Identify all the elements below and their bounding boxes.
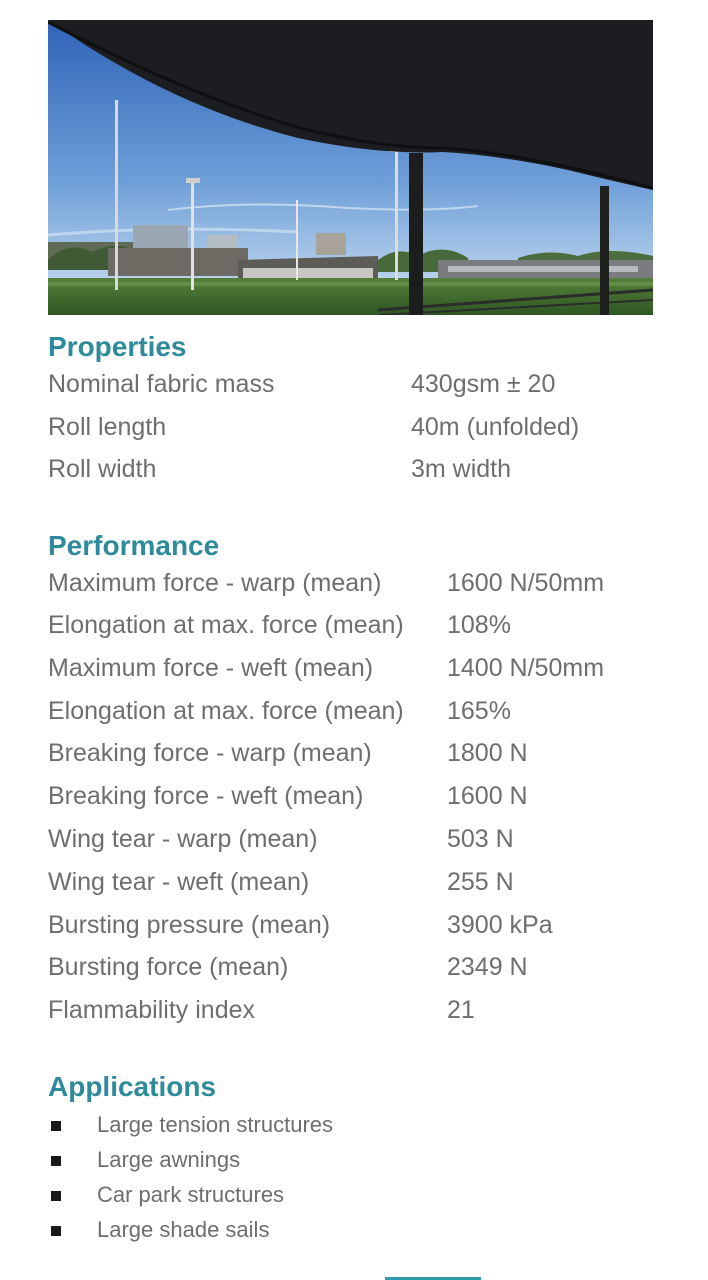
performance-value: 1600 N [447, 782, 528, 810]
square-bullet-icon [51, 1121, 61, 1131]
performance-value: 108% [447, 611, 511, 639]
square-bullet-icon [51, 1156, 61, 1166]
performance-label: Wing tear - weft (mean) [48, 868, 310, 896]
performance-value: 1600 N/50mm [447, 569, 605, 597]
performance-row [48, 864, 668, 900]
applications-heading: Applications [48, 1071, 217, 1102]
list-item [48, 1110, 548, 1140]
performance-label: Breaking force - warp (mean) [48, 739, 372, 767]
performance-value: 21 [447, 996, 475, 1024]
property-value: 40m (unfolded) [411, 413, 580, 441]
performance-label: Maximum force - weft (mean) [48, 654, 374, 682]
application-label: Large awnings [97, 1147, 241, 1172]
performance-value: 503 N [447, 825, 514, 853]
performance-value: 1800 N [447, 739, 528, 767]
performance-label: Elongation at max. force (mean) [48, 697, 404, 725]
property-value: 430gsm ± 20 [411, 370, 556, 398]
performance-row [48, 949, 668, 985]
performance-row [48, 650, 668, 686]
property-label: Roll width [48, 455, 157, 483]
performance-row [48, 907, 668, 943]
application-label: Large shade sails [97, 1217, 270, 1242]
performance-row [48, 693, 668, 729]
square-bullet-icon [51, 1191, 61, 1201]
performance-row [48, 607, 668, 643]
performance-row [48, 565, 668, 601]
application-label: Large tension structures [97, 1112, 334, 1137]
square-bullet-icon [51, 1226, 61, 1236]
performance-label: Maximum force - warp (mean) [48, 569, 382, 597]
list-item [48, 1180, 548, 1210]
performance-value: 165% [447, 697, 511, 725]
performance-label: Flammability index [48, 996, 256, 1024]
property-label: Nominal fabric mass [48, 370, 275, 398]
performance-label: Elongation at max. force (mean) [48, 611, 404, 639]
performance-heading: Performance [48, 530, 220, 561]
performance-value: 2349 N [447, 953, 528, 981]
application-label: Car park structures [97, 1182, 285, 1207]
performance-value: 1400 N/50mm [447, 654, 605, 682]
performance-row [48, 735, 668, 771]
stadium-shade-sail-photo [48, 20, 653, 315]
performance-label: Bursting force (mean) [48, 953, 289, 981]
property-row [48, 409, 668, 445]
performance-label: Wing tear - warp (mean) [48, 825, 318, 853]
property-value: 3m width [411, 455, 512, 483]
list-item [48, 1215, 548, 1245]
property-row [48, 366, 668, 402]
performance-row [48, 778, 668, 814]
performance-label: Bursting pressure (mean) [48, 911, 331, 939]
properties-heading: Properties [48, 331, 187, 362]
performance-label: Breaking force - weft (mean) [48, 782, 364, 810]
property-label: Roll length [48, 413, 167, 441]
list-item [48, 1145, 548, 1175]
property-row [48, 451, 668, 487]
hero-photo [48, 20, 653, 315]
performance-row [48, 992, 668, 1028]
performance-value: 3900 kPa [447, 911, 553, 939]
performance-value: 255 N [447, 868, 514, 896]
performance-row [48, 821, 668, 857]
